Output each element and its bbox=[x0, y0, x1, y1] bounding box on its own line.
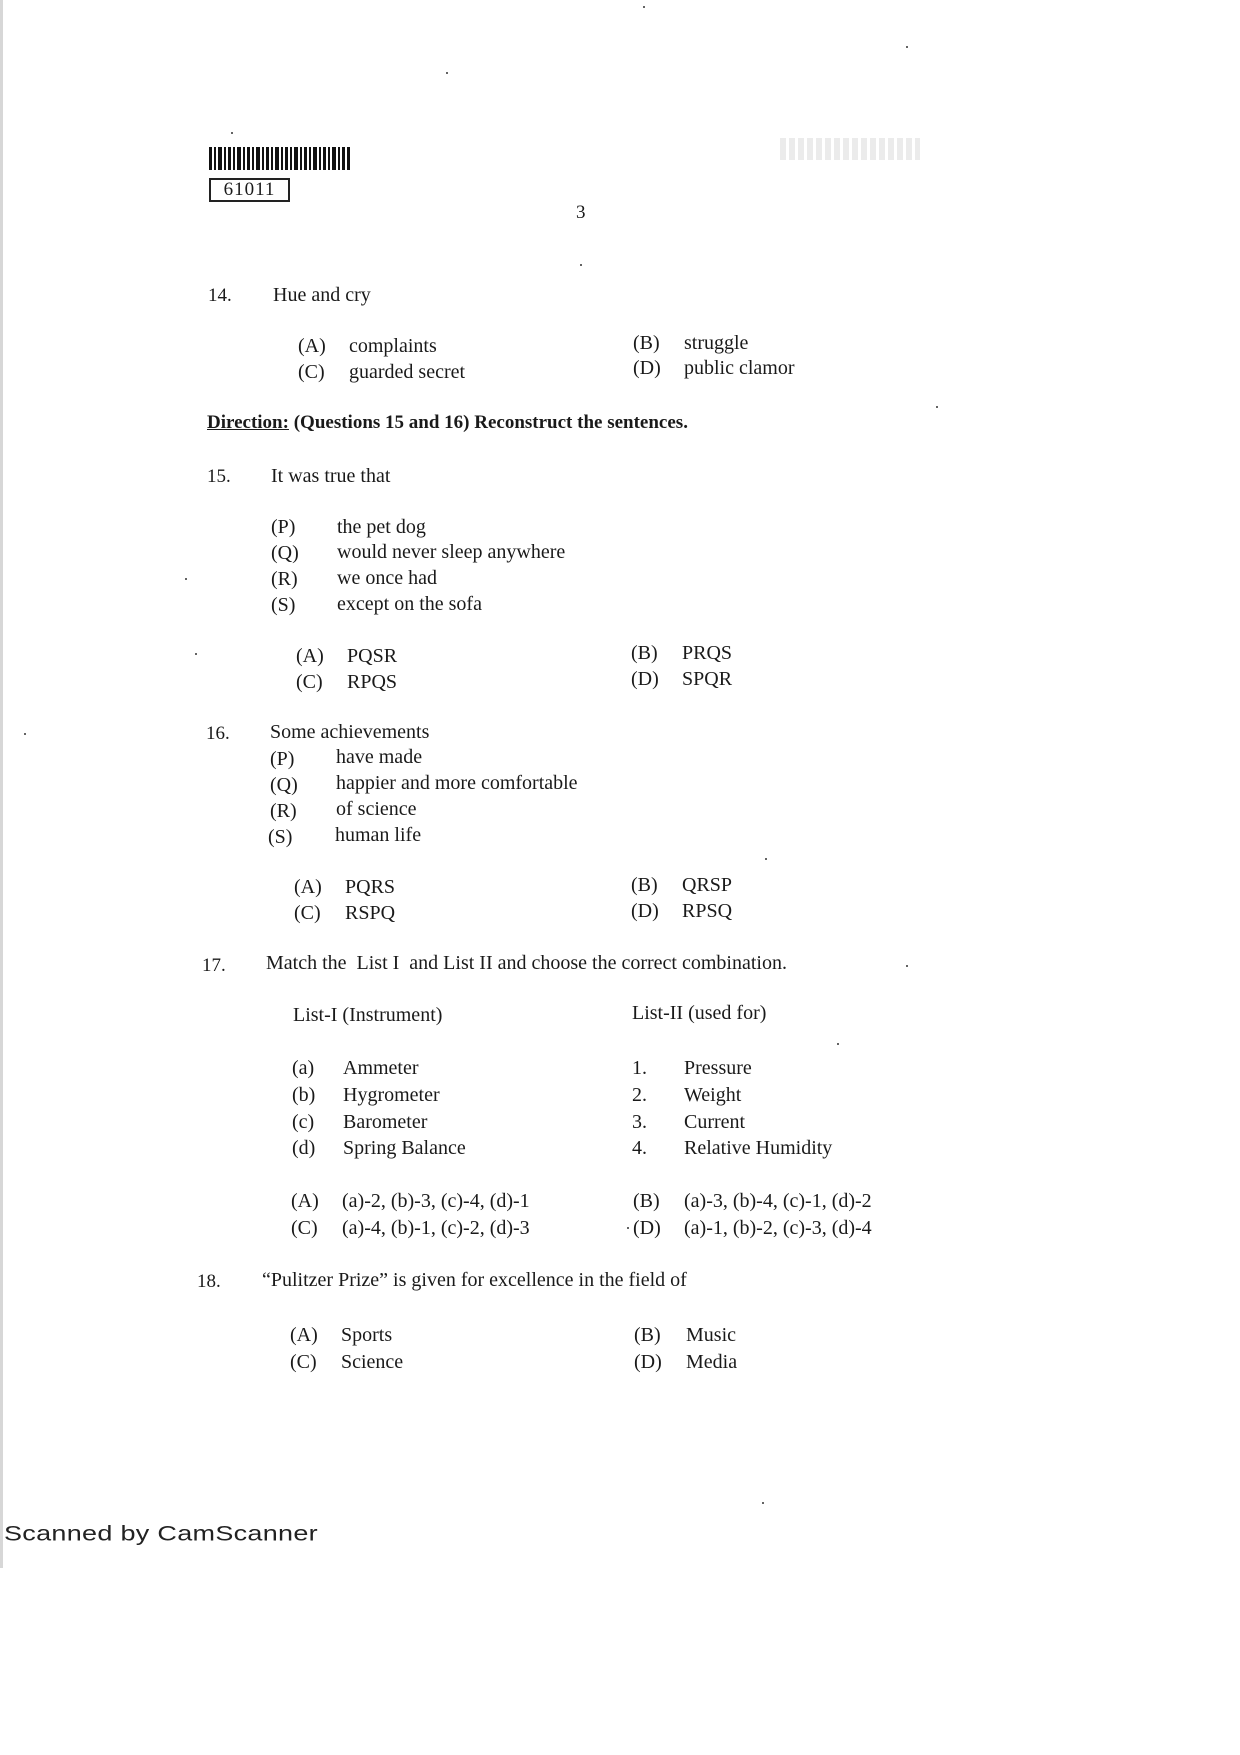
list1-label: (a) bbox=[292, 1057, 315, 1079]
list2-label: 3. bbox=[632, 1111, 647, 1133]
list2-item: Relative Humidity bbox=[684, 1137, 833, 1159]
list1-item: Hygrometer bbox=[343, 1084, 440, 1106]
list1-label: (c) bbox=[292, 1111, 315, 1133]
question-number: 17. bbox=[202, 955, 226, 976]
option-text: (a)-3, (b)-4, (c)-1, (d)-2 bbox=[684, 1190, 872, 1212]
option-label: (A) bbox=[296, 645, 324, 667]
option-label: (B) bbox=[631, 642, 658, 664]
list2-item: Current bbox=[684, 1111, 746, 1133]
option-text: (a)-2, (b)-3, (c)-4, (d)-1 bbox=[342, 1190, 530, 1212]
part-label: (Q) bbox=[271, 542, 299, 564]
option-label: (A) bbox=[290, 1324, 318, 1346]
scan-speck bbox=[185, 578, 187, 580]
scan-speck bbox=[446, 72, 448, 74]
scan-speck bbox=[762, 1502, 764, 1504]
scan-speck bbox=[24, 733, 26, 735]
scan-speck bbox=[765, 858, 767, 860]
barcode-icon bbox=[209, 147, 350, 170]
option-label: (D) bbox=[631, 900, 659, 922]
option-text: complaints bbox=[349, 335, 437, 357]
question-text: It was true that bbox=[271, 465, 391, 487]
option-label: (C) bbox=[291, 1217, 318, 1239]
question-number: 14. bbox=[208, 285, 232, 306]
part-text: human life bbox=[335, 824, 422, 846]
faded-bleed-through bbox=[780, 138, 920, 160]
part-label: (S) bbox=[268, 826, 293, 848]
scan-speck bbox=[643, 6, 645, 8]
list1-item: Barometer bbox=[343, 1111, 428, 1133]
direction-label: Direction: bbox=[207, 412, 289, 433]
option-text: PRQS bbox=[682, 642, 733, 664]
part-label: (S) bbox=[271, 594, 296, 616]
option-label: (D) bbox=[634, 1351, 662, 1373]
list2-label: 2. bbox=[632, 1084, 647, 1106]
list1-item: Ammeter bbox=[343, 1057, 419, 1079]
part-text: would never sleep anywhere bbox=[337, 541, 566, 563]
option-text: guarded secret bbox=[349, 361, 466, 383]
option-text: RPQS bbox=[347, 671, 398, 693]
part-label: (P) bbox=[271, 516, 296, 538]
option-label: (D) bbox=[633, 357, 661, 379]
part-label: (R) bbox=[270, 800, 297, 822]
option-label: (A) bbox=[298, 335, 326, 357]
option-text: SPQR bbox=[682, 668, 733, 690]
option-label: (A) bbox=[291, 1190, 319, 1212]
option-label: (C) bbox=[294, 902, 321, 924]
question-number: 15. bbox=[207, 466, 231, 487]
list1-item: Spring Balance bbox=[343, 1137, 466, 1159]
option-label: (B) bbox=[634, 1324, 661, 1346]
question-number: 18. bbox=[197, 1271, 221, 1292]
option-label: (B) bbox=[633, 1190, 660, 1212]
scan-speck bbox=[580, 264, 582, 266]
option-text: PQSR bbox=[347, 645, 398, 667]
part-text: except on the sofa bbox=[337, 593, 482, 615]
page-number: 3 bbox=[576, 202, 586, 223]
question-text: “Pulitzer Prize” is given for excellence in the field of bbox=[262, 1269, 687, 1291]
scan-speck bbox=[936, 406, 938, 408]
option-label: (D) bbox=[633, 1217, 661, 1239]
question-text: Hue and cry bbox=[273, 284, 371, 306]
question-number: 16. bbox=[206, 723, 230, 744]
option-text: Sports bbox=[341, 1324, 393, 1346]
option-label: (B) bbox=[631, 874, 658, 896]
scan-speck bbox=[231, 132, 233, 134]
scan-edge bbox=[0, 0, 3, 1568]
list1-label: (b) bbox=[292, 1084, 316, 1106]
paper-code: 61011 bbox=[209, 178, 290, 202]
option-text: struggle bbox=[684, 332, 749, 354]
option-text: RPSQ bbox=[682, 900, 733, 922]
scan-speck bbox=[195, 653, 197, 655]
list2-item: Pressure bbox=[684, 1057, 752, 1079]
option-text: RSPQ bbox=[345, 902, 396, 924]
list2-item: Weight bbox=[684, 1084, 742, 1106]
option-text: PQRS bbox=[345, 876, 396, 898]
list1-label: (d) bbox=[292, 1137, 316, 1159]
option-label: (B) bbox=[633, 332, 660, 354]
scanner-watermark bbox=[4, 1522, 318, 1553]
question-text: Match the List I and List II and choose the correct combination. bbox=[266, 952, 787, 974]
part-label: (P) bbox=[270, 748, 295, 770]
scan-speck bbox=[906, 46, 908, 48]
option-text: (a)-4, (b)-1, (c)-2, (d)-3 bbox=[342, 1217, 530, 1239]
option-text: QRSP bbox=[682, 874, 733, 896]
list2-label: 4. bbox=[632, 1137, 647, 1159]
watermark-text: Scanned by CamScanner bbox=[4, 1522, 318, 1546]
part-text: we once had bbox=[337, 567, 437, 589]
option-text: Media bbox=[686, 1351, 738, 1373]
option-label: (C) bbox=[290, 1351, 317, 1373]
scan-speck bbox=[837, 1043, 839, 1045]
option-label: (A) bbox=[294, 876, 322, 898]
list2-label: 1. bbox=[632, 1057, 647, 1079]
option-text: Music bbox=[686, 1324, 736, 1346]
scan-speck bbox=[627, 1227, 629, 1229]
part-label: (Q) bbox=[270, 774, 298, 796]
question-text: Some achievements bbox=[270, 721, 430, 743]
list2-header: List-II (used for) bbox=[632, 1002, 767, 1024]
part-text: have made bbox=[336, 746, 423, 768]
list1-header: List-I (Instrument) bbox=[293, 1004, 443, 1026]
scan-speck bbox=[906, 965, 908, 967]
direction-line bbox=[207, 412, 688, 434]
option-label: (C) bbox=[296, 671, 323, 693]
part-text: happier and more comfortable bbox=[336, 772, 578, 794]
direction-text: (Questions 15 and 16) Reconstruct the sentences. bbox=[293, 412, 688, 433]
part-label: (R) bbox=[271, 568, 298, 590]
part-text: of science bbox=[336, 798, 417, 820]
option-label: (C) bbox=[298, 361, 325, 383]
option-label: (D) bbox=[631, 668, 659, 690]
part-text: the pet dog bbox=[337, 516, 426, 538]
option-text: Science bbox=[341, 1351, 404, 1373]
option-text: (a)-1, (b)-2, (c)-3, (d)-4 bbox=[684, 1217, 872, 1239]
option-text: public clamor bbox=[684, 357, 795, 379]
